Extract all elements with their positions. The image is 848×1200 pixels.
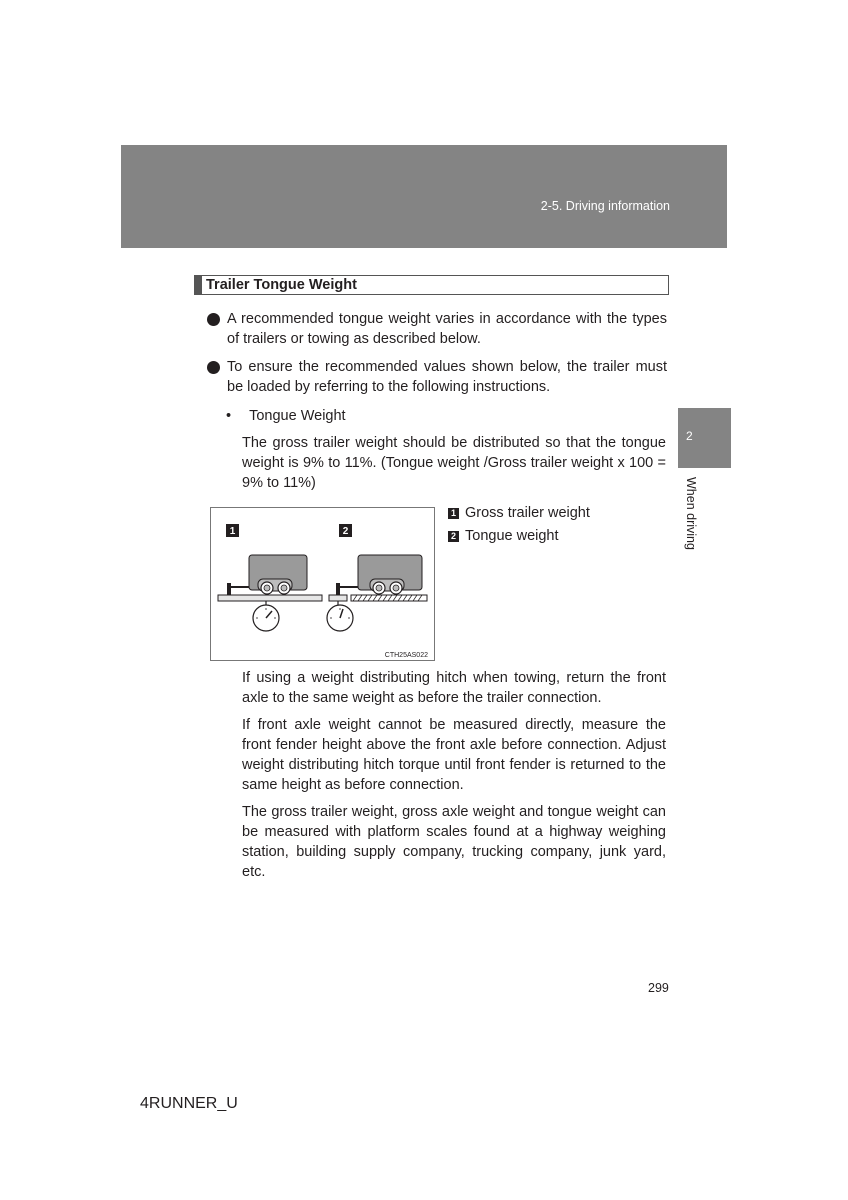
paragraph: If front axle weight cannot be measured directly, measure the front fender height above the front axle before connection. Adjust weight distributing hitch torque until front fender is returned to the same height as before connection.	[242, 717, 666, 793]
page-number: 299	[648, 981, 669, 995]
chapter-label: When driving	[684, 477, 698, 550]
header-section-title: 2-5. Driving information	[540, 199, 670, 213]
paragraph: The gross trailer weight should be distributed so that the tongue weight is 9% to 11%. (Tongue weight /Gross trailer weight x 100 = 9% to 11%)	[242, 435, 666, 491]
trailer-weight-figure	[210, 507, 435, 661]
sub-bullet	[226, 406, 346, 426]
bullet-item	[207, 357, 667, 397]
legend-label: Tongue weight	[465, 528, 559, 544]
legend-item	[448, 503, 590, 523]
bullet-dot-icon	[207, 361, 220, 374]
trailer-scale-illustration	[211, 508, 434, 660]
header-band	[121, 145, 727, 248]
panel-number: 1	[229, 526, 236, 537]
legend-number: 1	[448, 508, 459, 519]
legend-item	[448, 526, 559, 546]
section-heading	[194, 275, 669, 295]
panel-number: 2	[342, 526, 349, 537]
sub-bullet-text: Tongue Weight	[249, 408, 346, 424]
footer-model-code: 4RUNNER_U	[140, 1095, 238, 1112]
figure-code: CTH25AS022	[384, 652, 428, 659]
gross-weight-trailer	[218, 555, 322, 631]
paragraph: The gross trailer weight, gross axle weight and tongue weight can be measured with platform scales found at a highway weighing station, building supply company, trucking company, junk yard, etc.	[242, 804, 666, 880]
bullet-text: To ensure the recommended values shown below, the trailer must be loaded by referring to the following instructions.	[227, 359, 667, 395]
tongue-weight-trailer	[327, 555, 427, 631]
section-heading-accent	[195, 276, 202, 294]
chapter-tab	[678, 408, 731, 468]
legend-label: Gross trailer weight	[465, 505, 590, 521]
bullet-dot-icon	[207, 313, 220, 326]
section-title: Trailer Tongue Weight	[206, 277, 357, 293]
bullet-item	[207, 309, 667, 349]
paragraph: If using a weight distributing hitch when towing, return the front axle to the same weight as before the trailer connection.	[242, 670, 666, 706]
sub-bullet-marker: •	[226, 408, 232, 424]
legend-number: 2	[448, 531, 459, 542]
chapter-number: 2	[686, 429, 693, 443]
bullet-text: A recommended tongue weight varies in accordance with the types of trailers or towing as described below.	[227, 311, 667, 347]
